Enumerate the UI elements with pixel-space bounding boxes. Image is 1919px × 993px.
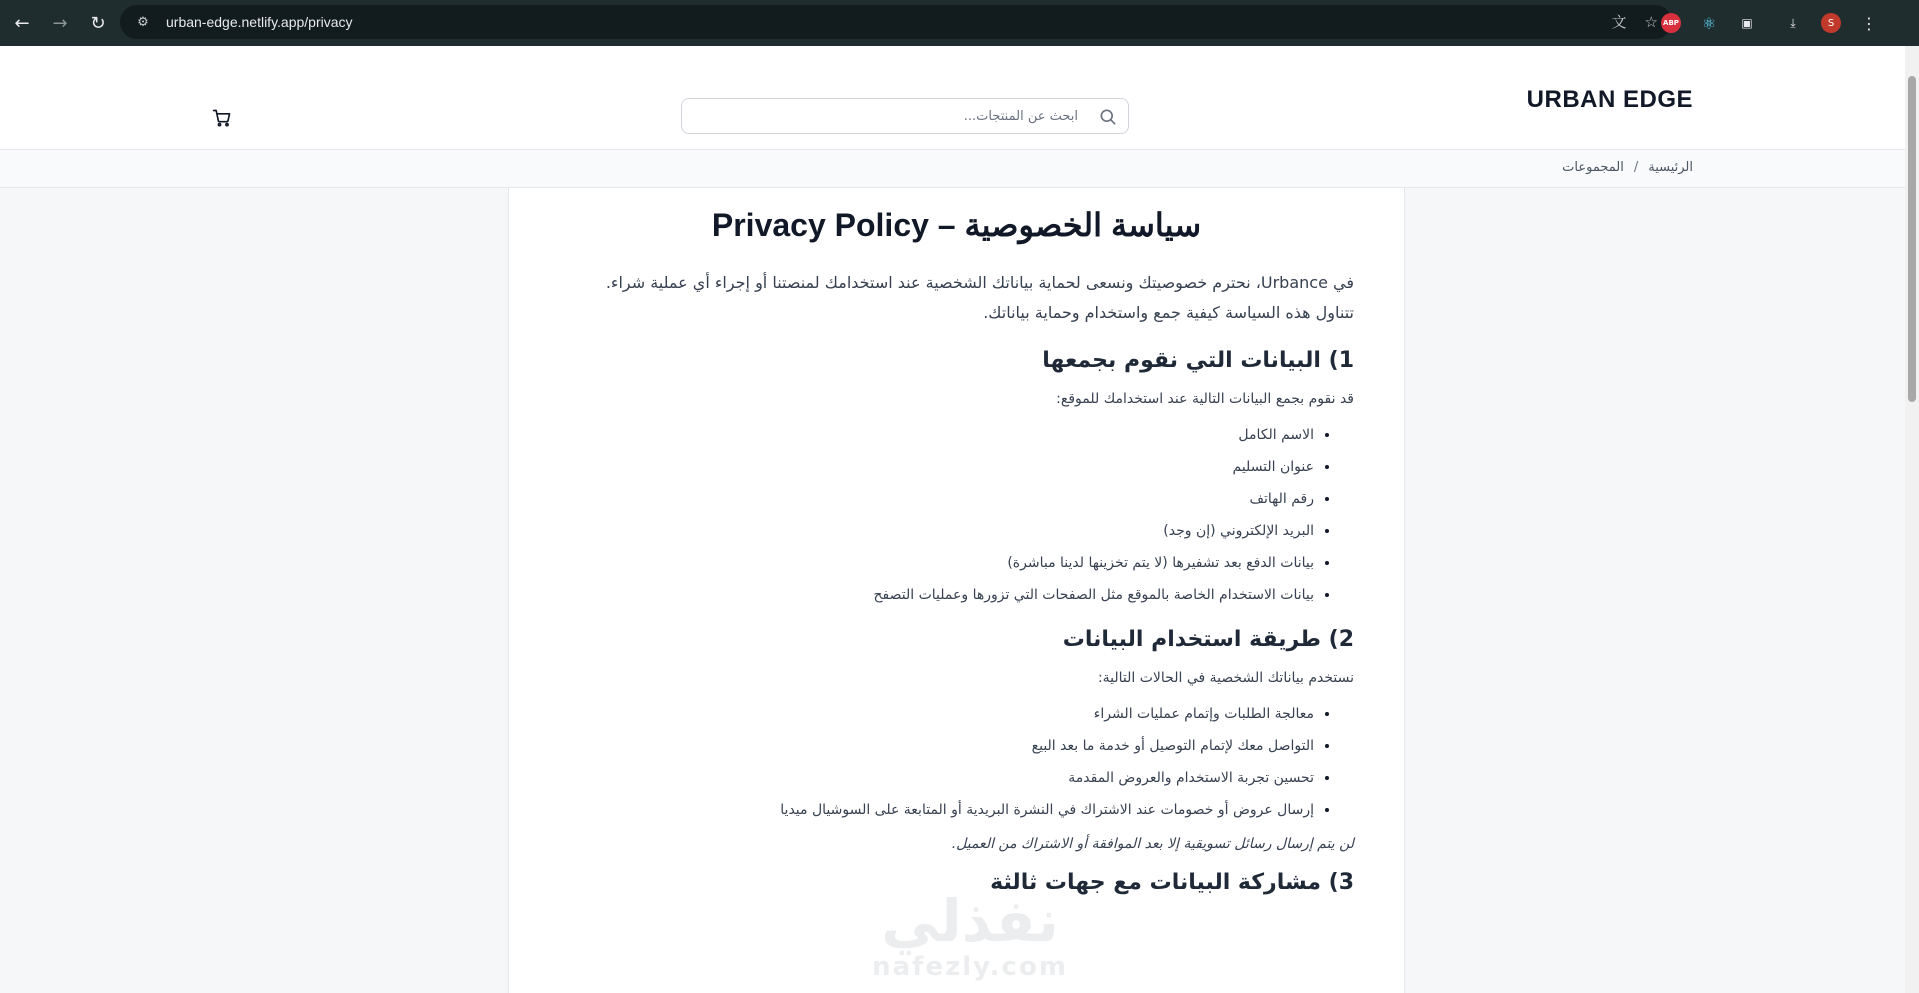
breadcrumb-collections-link[interactable]: المجموعات [1562, 160, 1624, 175]
site-header [0, 46, 1905, 150]
list-item: • إرسال عروض أو خصومات عند الاشتراك في النشرة البريدية أو المتابعة على السوشيال ميديا [559, 794, 1314, 826]
reload-icon[interactable]: ↻ [90, 12, 106, 34]
intro-paragraph [559, 268, 1354, 328]
list-item: • معالجة الطلبات وإتمام عمليات الشراء [559, 698, 1314, 730]
collected-data-list [559, 419, 1354, 611]
section-text: نستخدم بياناتك الشخصية في الحالات التالية: [1097, 670, 1354, 686]
intro-line-2: تتناول هذه السياسة كيفية جمع واستخدام وحماية بياناتك. [983, 303, 1354, 322]
data-usage-list [559, 698, 1354, 826]
profile-avatar[interactable]: S [1821, 13, 1841, 33]
list-item: • البريد الإلكتروني (إن وجد) [559, 515, 1314, 547]
page-scrollbar[interactable] [1905, 46, 1919, 993]
privacy-content-panel [508, 188, 1405, 993]
scrollbar-thumb[interactable] [1908, 76, 1916, 402]
breadcrumb-bar [0, 150, 1905, 188]
url-text[interactable]: urban-edge.netlify.app/privacy [166, 14, 353, 30]
section-text: قد نقوم بجمع البيانات التالية عند استخدامك للموقع: [1056, 391, 1354, 407]
adblock-extension-icon[interactable]: ABP [1661, 13, 1681, 33]
list-item: • عنوان التسليم [559, 451, 1314, 483]
list-item: • الاسم الكامل [559, 419, 1314, 451]
cart-icon[interactable] [212, 108, 232, 128]
list-item: • التواصل معك لإتمام التوصيل أو خدمة ما بعد البيع [559, 730, 1314, 762]
list-item: • بيانات الاستخدام الخاصة بالموقع مثل الصفحات التي تزورها وعمليات التصفح [559, 579, 1314, 611]
menu-kebab-icon[interactable]: ⋮ [1861, 13, 1877, 33]
back-icon[interactable]: ← [14, 12, 30, 34]
search-box[interactable] [681, 98, 1129, 134]
forward-icon[interactable]: → [52, 12, 68, 34]
intro-line-1: في Urbance، نحترم خصوصيتك ونسعى لحماية بياناتك الشخصية عند استخدامك لمنصتنا أو إجراء أي عملية شراء. [605, 273, 1354, 292]
list-item: • رقم الهاتف [559, 483, 1314, 515]
list-item: • بيانات الدفع بعد تشفيرها (لا يتم تخزينها لدينا مباشرة) [559, 547, 1314, 579]
search-icon[interactable] [1098, 107, 1118, 127]
react-devtools-icon[interactable]: ⚛ [1701, 13, 1717, 33]
address-bar[interactable] [120, 5, 1672, 39]
bookmark-star-icon[interactable]: ☆ [1644, 12, 1658, 31]
page-title: Privacy Policy – سياسة الخصوصية [711, 207, 1202, 243]
site-settings-icon[interactable]: ⚙ [137, 14, 149, 30]
list-item: • تحسين تجربة الاستخدام والعروض المقدمة [559, 762, 1314, 794]
brand-logo[interactable]: URBAN EDGE [1526, 86, 1693, 113]
marketing-note: لن يتم إرسال رسائل تسويقية إلا بعد الموافقة أو الاشتراك من العميل. [951, 836, 1354, 852]
extensions-puzzle-icon[interactable]: ▣ [1741, 16, 1753, 30]
browser-toolbar [0, 0, 1919, 46]
download-icon[interactable]: ⤓ [1790, 15, 1796, 30]
breadcrumb [1562, 160, 1693, 175]
breadcrumb-home-link[interactable]: الرئيسية [1648, 160, 1693, 175]
section-heading: 2) طريقة استخدام البيانات [1062, 627, 1354, 652]
section-heading: 3) مشاركة البيانات مع جهات ثالثة [990, 870, 1354, 895]
section-heading: 1) البيانات التي نقوم بجمعها [1042, 348, 1354, 373]
translate-icon[interactable]: 文 [1611, 13, 1627, 31]
breadcrumb-separator: / [1633, 160, 1639, 175]
search-input[interactable] [682, 99, 1128, 133]
